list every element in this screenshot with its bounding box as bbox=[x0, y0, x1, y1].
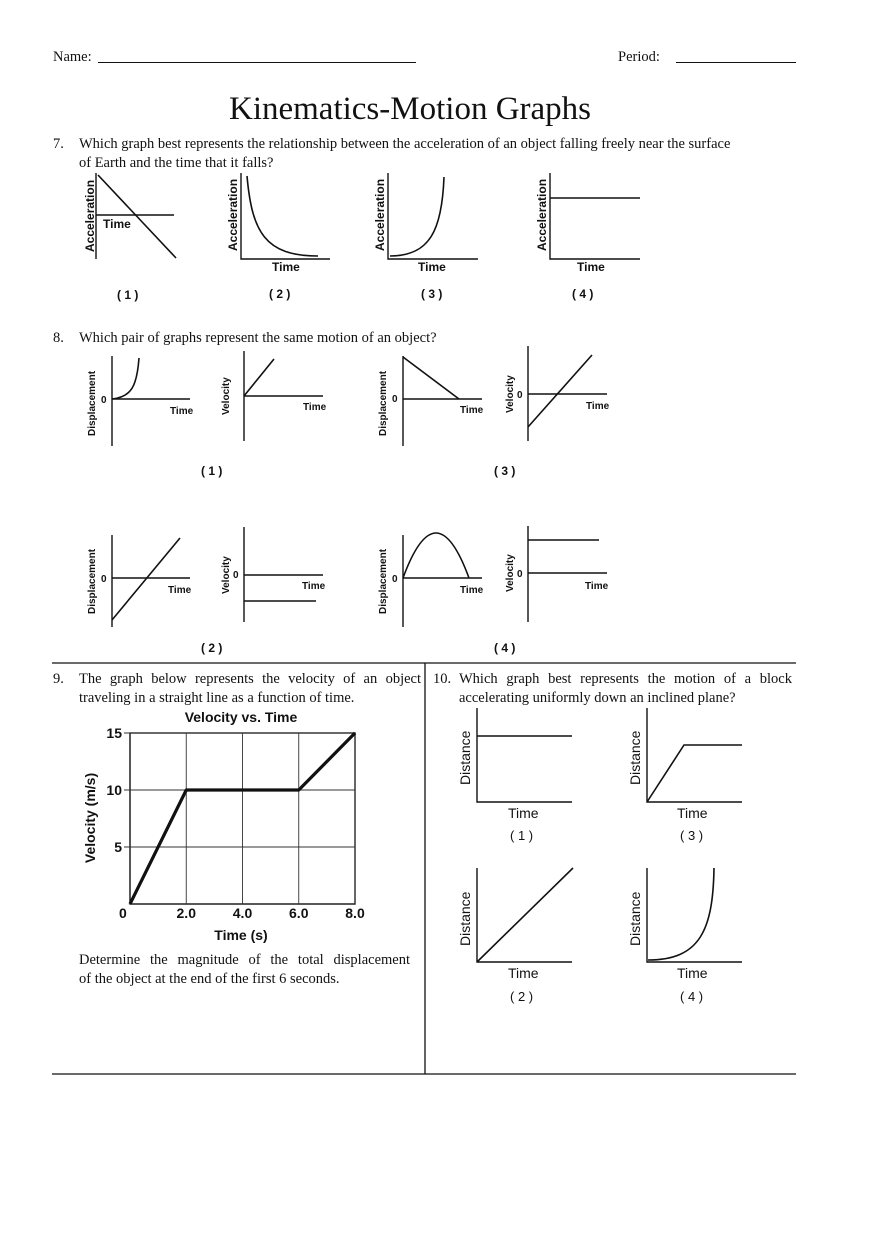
q9-number: 9. bbox=[53, 671, 64, 687]
chart-x-tick-label: 4.0 bbox=[232, 905, 253, 921]
q7-g1-ylabel: Acceleration bbox=[83, 179, 97, 252]
q7-option-1[interactable]: ( 1 ) bbox=[117, 288, 139, 302]
q8-text: Which pair of graphs represent the same motion of an object? bbox=[79, 330, 437, 346]
chart-xlabel: Time (s) bbox=[214, 927, 268, 943]
chart-ylabel: Velocity (m/s) bbox=[82, 772, 98, 864]
q7-g3-curve bbox=[390, 177, 444, 256]
q8-p4-vel-xlabel: Time bbox=[585, 581, 609, 592]
q8-p3-disp-zero: 0 bbox=[392, 394, 398, 405]
q10-g1-ylabel: Distance bbox=[457, 730, 473, 785]
q7-text-line1: Which graph best represents the relationship between the acceleration of an object falling freely near the surface bbox=[79, 136, 731, 152]
q8-option-1[interactable]: ( 1 ) bbox=[201, 464, 223, 478]
q10-g3-ylabel: Distance bbox=[627, 730, 643, 785]
q10-option-1[interactable]: ( 1 ) bbox=[510, 828, 534, 843]
q10-g3-curve bbox=[647, 745, 742, 802]
q7-graph-1[interactable] bbox=[83, 173, 176, 302]
q8-p3-disp-xlabel: Time bbox=[460, 405, 484, 416]
q8-p3-disp-curve bbox=[403, 357, 459, 399]
velocity-chart bbox=[82, 709, 365, 943]
chart-x-tick-label: 2.0 bbox=[176, 905, 196, 921]
q8-p2-vel-xlabel: Time bbox=[302, 581, 326, 592]
q9-text-line2: traveling in a straight line as a function of time. bbox=[79, 690, 355, 706]
q8-pair-3[interactable] bbox=[378, 346, 610, 478]
q10-g2-ylabel: Distance bbox=[457, 891, 473, 946]
q8-p4-disp-curve bbox=[403, 533, 469, 578]
q8-p2-disp-zero: 0 bbox=[101, 574, 107, 585]
q7-option-2[interactable]: ( 2 ) bbox=[269, 287, 291, 301]
q10-option-4[interactable]: ( 4 ) bbox=[680, 989, 704, 1004]
q7-g2-curve bbox=[247, 176, 318, 256]
q9-prompt-line2: of the object at the end of the first 6 seconds. bbox=[79, 971, 340, 987]
q8-p2-disp-xlabel: Time bbox=[168, 585, 192, 596]
q8-p1-disp-xlabel: Time bbox=[170, 406, 194, 417]
q8-p4-disp-zero: 0 bbox=[392, 574, 398, 585]
q7-g4-ylabel: Acceleration bbox=[535, 178, 549, 251]
q7-g3-axes bbox=[388, 173, 478, 259]
q7-text-line2: of Earth and the time that it falls? bbox=[79, 155, 274, 171]
q9-text-line1: The graph below represents the velocity of an object bbox=[79, 671, 421, 687]
page-title: Kinematics-Motion Graphs bbox=[228, 91, 592, 127]
q8-p3-vel-xlabel: Time bbox=[586, 401, 610, 412]
chart-x-tick-label: 8.0 bbox=[345, 905, 365, 921]
q8-p4-vel-zero: 0 bbox=[517, 569, 523, 580]
q7-graph-4[interactable] bbox=[535, 173, 640, 301]
q8-option-2[interactable]: ( 2 ) bbox=[201, 641, 223, 655]
q10-graph-4[interactable] bbox=[627, 868, 742, 1004]
q8-p2-disp-curve bbox=[112, 538, 180, 620]
q10-g4-curve bbox=[648, 868, 714, 960]
chart-y-tick-label: 5 bbox=[114, 839, 122, 855]
q10-text-line1: Which graph best represents the motion of a block bbox=[459, 671, 792, 687]
q7-graph-2[interactable] bbox=[226, 173, 330, 301]
q8-p1-vel-curve bbox=[244, 359, 274, 396]
q8-p3-disp-ylabel: Displacement bbox=[378, 370, 389, 436]
q7-graph-3[interactable] bbox=[373, 173, 478, 301]
q8-number: 8. bbox=[53, 330, 64, 346]
q10-g2-curve bbox=[477, 868, 573, 962]
q10-option-3[interactable]: ( 3 ) bbox=[680, 828, 704, 843]
q8-p2-disp-ylabel: Displacement bbox=[87, 548, 98, 614]
q10-graph-3[interactable] bbox=[627, 708, 742, 843]
q8-p1-disp-ylabel: Displacement bbox=[87, 370, 98, 436]
q7-option-4[interactable]: ( 4 ) bbox=[572, 287, 594, 301]
period-label: Period: bbox=[618, 49, 660, 65]
q7-g2-ylabel: Acceleration bbox=[226, 178, 240, 251]
q10-graph-2[interactable] bbox=[457, 868, 573, 1004]
q8-p4-disp-xlabel: Time bbox=[460, 585, 484, 596]
chart-origin-label: 0 bbox=[119, 905, 127, 921]
q8-pair-1[interactable] bbox=[87, 351, 327, 478]
q10-g4-axes bbox=[647, 868, 742, 962]
q8-option-4[interactable]: ( 4 ) bbox=[494, 641, 516, 655]
q8-p1-vel-xlabel: Time bbox=[303, 402, 327, 413]
q10-number: 10. bbox=[433, 671, 452, 687]
q8-p4-disp-ylabel: Displacement bbox=[378, 548, 389, 614]
q8-p4-vel-ylabel: Velocity bbox=[505, 554, 516, 592]
q8-p2-vel-ylabel: Velocity bbox=[221, 556, 232, 594]
chart-y-tick-label: 15 bbox=[106, 725, 122, 741]
q7-option-3[interactable]: ( 3 ) bbox=[421, 287, 443, 301]
q8-p3-vel-ylabel: Velocity bbox=[505, 375, 516, 413]
q10-graph-1[interactable] bbox=[457, 708, 572, 843]
name-label: Name: bbox=[53, 49, 92, 65]
q10-g4-xlabel: Time bbox=[677, 965, 708, 981]
q8-p3-vel-curve bbox=[528, 355, 592, 427]
chart-y-tick-label: 10 bbox=[106, 782, 122, 798]
q7-g3-ylabel: Acceleration bbox=[373, 178, 387, 251]
q7-number: 7. bbox=[53, 136, 64, 152]
q8-p3-vel-zero: 0 bbox=[517, 390, 523, 401]
q10-g1-axes bbox=[477, 708, 572, 802]
q9-prompt-line1: Determine the magnitude of the total displacement bbox=[79, 952, 410, 968]
q7-g4-xlabel: Time bbox=[577, 260, 605, 274]
chart-x-tick-label: 6.0 bbox=[289, 905, 309, 921]
q10-option-2[interactable]: ( 2 ) bbox=[510, 989, 534, 1004]
q8-pair-2[interactable] bbox=[87, 527, 326, 655]
q8-p2-vel-zero: 0 bbox=[233, 570, 239, 581]
q8-pair-4[interactable] bbox=[378, 526, 609, 655]
q8-p1-disp-zero: 0 bbox=[101, 395, 107, 406]
q8-p1-disp-curve bbox=[112, 358, 139, 399]
q7-g1-xlabel: Time bbox=[103, 217, 131, 231]
q7-g3-xlabel: Time bbox=[418, 260, 446, 274]
q7-g4-axes bbox=[550, 173, 640, 259]
q8-p1-vel-ylabel: Velocity bbox=[221, 377, 232, 415]
q10-g1-xlabel: Time bbox=[508, 805, 539, 821]
q10-text-line2: accelerating uniformly down an inclined plane? bbox=[459, 690, 736, 706]
q8-option-3[interactable]: ( 3 ) bbox=[494, 464, 516, 478]
q7-g2-xlabel: Time bbox=[272, 260, 300, 274]
q10-g3-axes bbox=[647, 708, 742, 802]
chart-title: Velocity vs. Time bbox=[184, 709, 298, 725]
q10-g4-ylabel: Distance bbox=[627, 891, 643, 946]
q10-g3-xlabel: Time bbox=[677, 805, 708, 821]
q10-g2-xlabel: Time bbox=[508, 965, 539, 981]
